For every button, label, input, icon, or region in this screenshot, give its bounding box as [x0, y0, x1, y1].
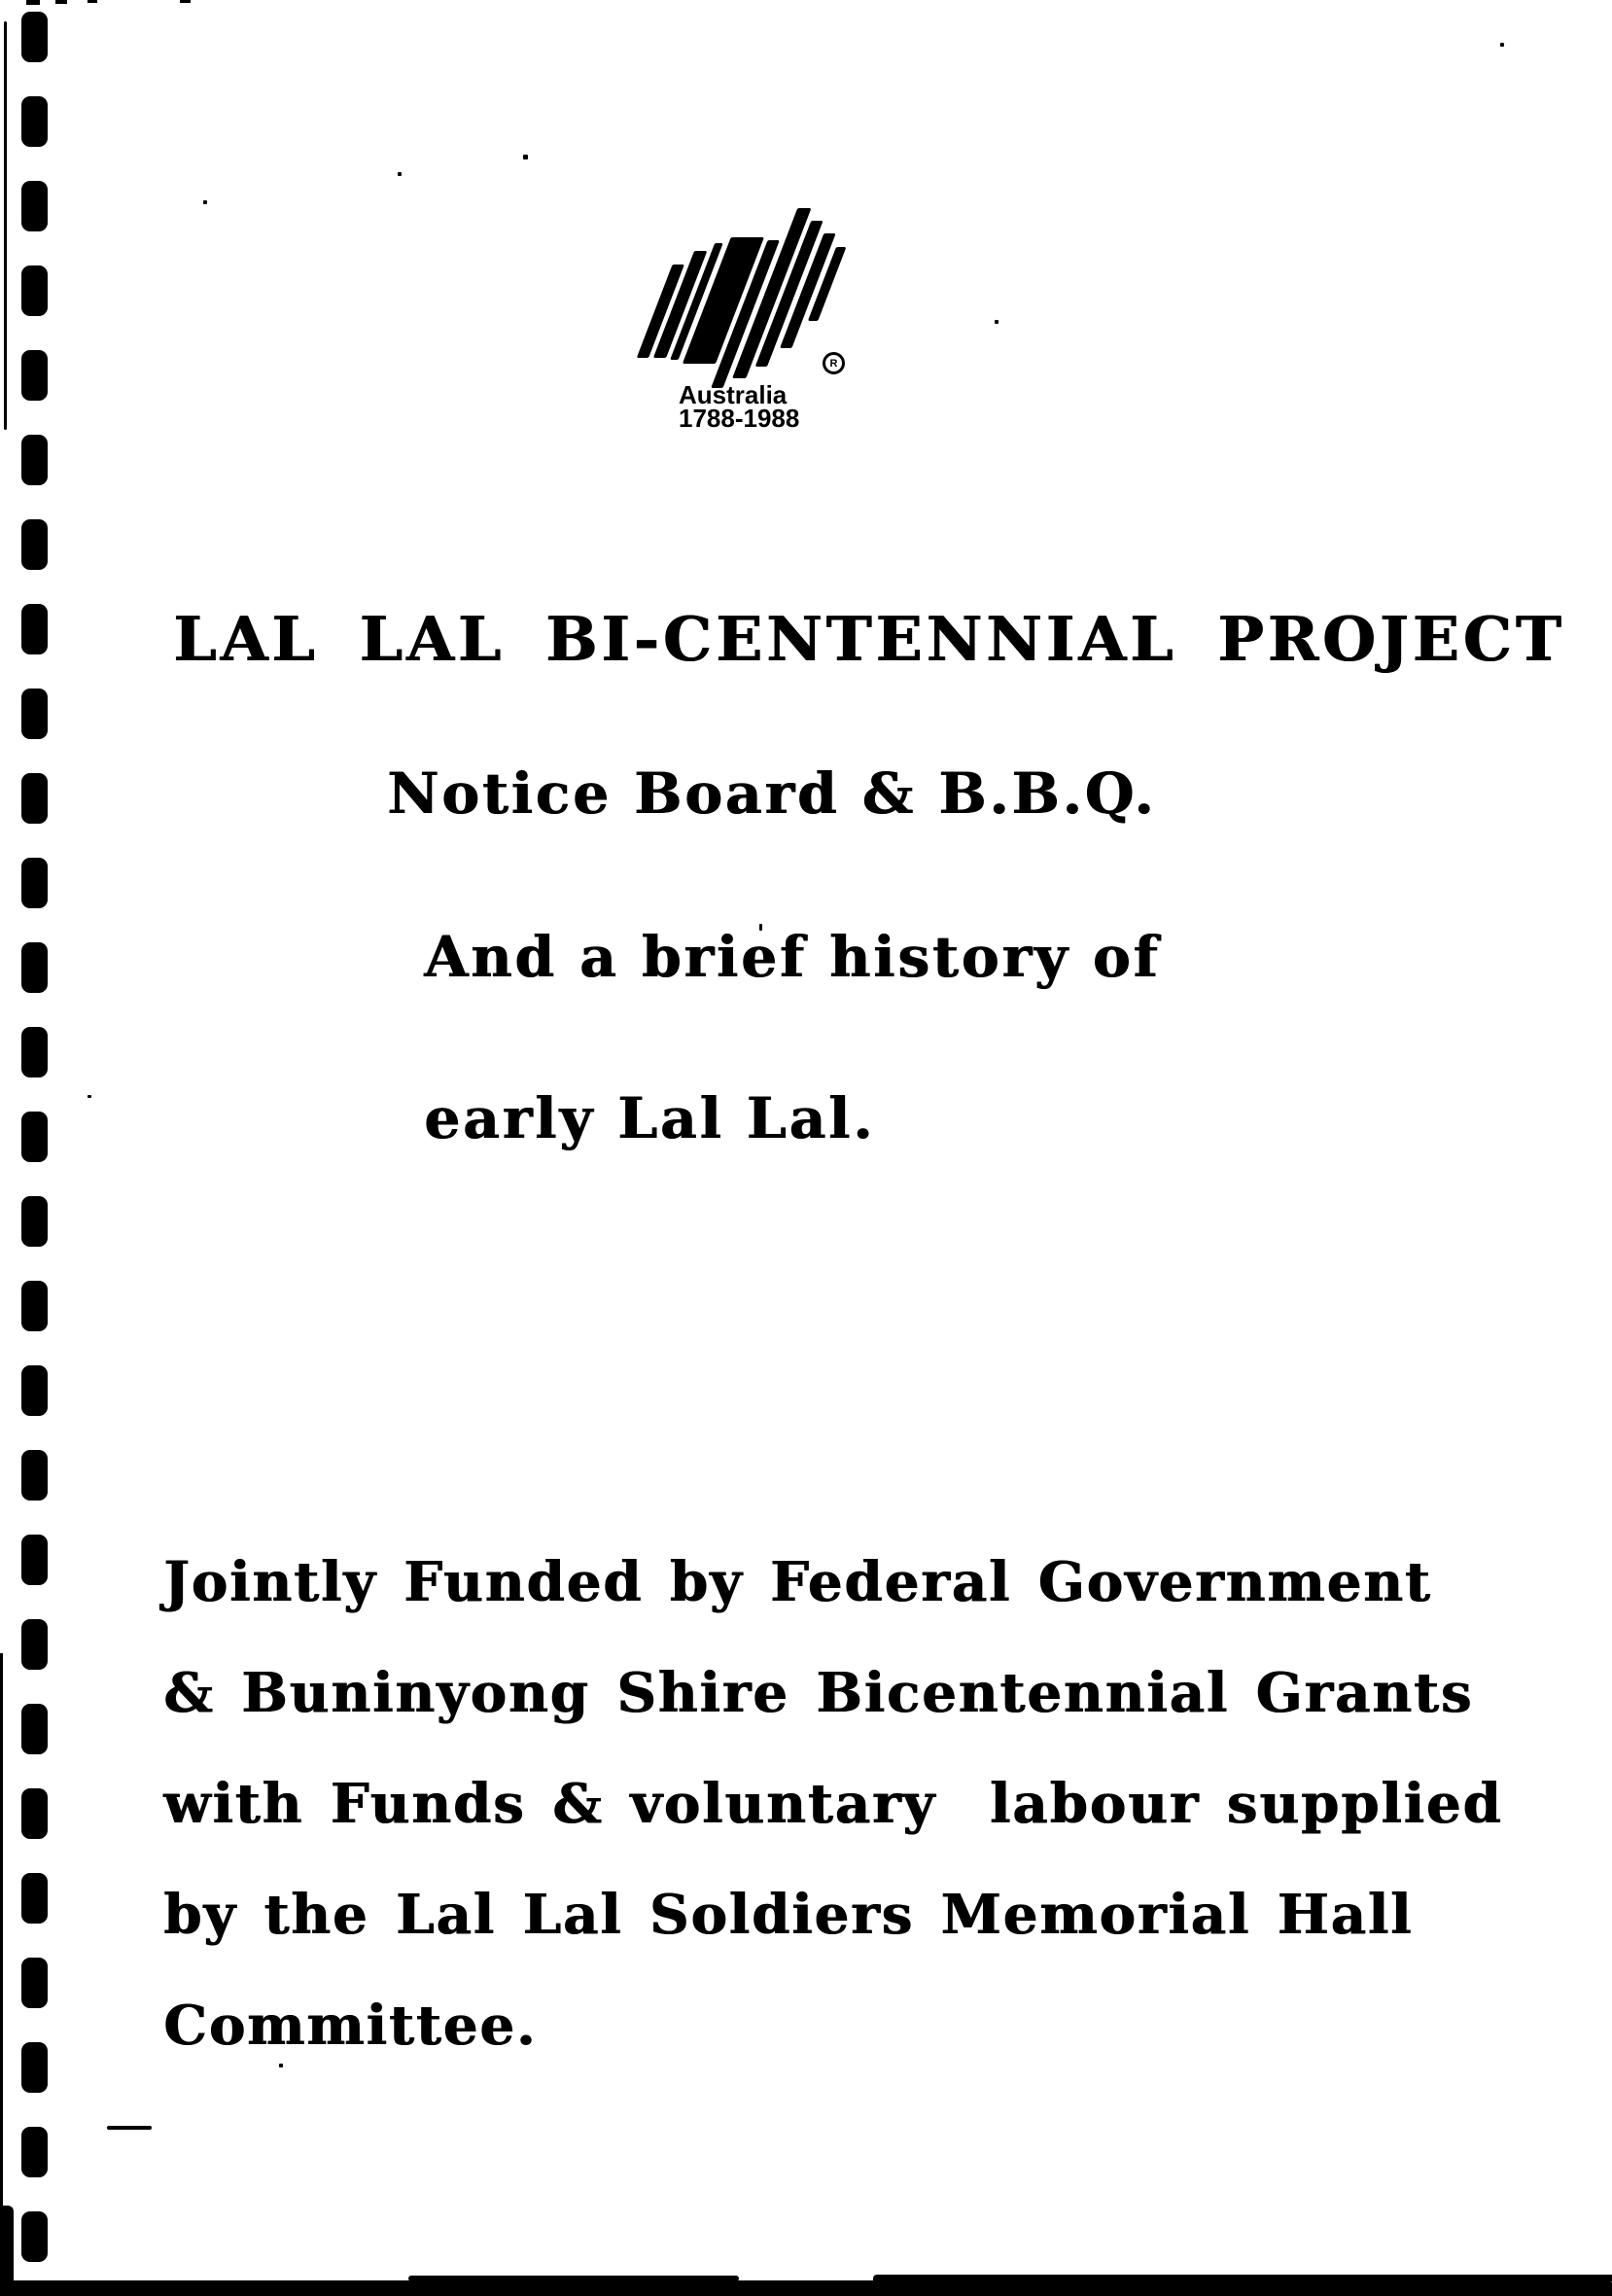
binding-hole [21, 942, 48, 993]
binding-hole [21, 1788, 48, 1839]
binding-hole [21, 773, 48, 824]
funding-line: by the Lal Lal Soldiers Memorial Hall [163, 1883, 1414, 1947]
logo-caption-line1: Australia [679, 380, 788, 409]
funding-line: with Funds & voluntary labour supplied [163, 1772, 1503, 1836]
funding-line: & Buninyong Shire Bicentennial Grants [163, 1661, 1474, 1725]
binding-hole [21, 2042, 48, 2093]
binding-hole [21, 1365, 48, 1416]
scan-speck [88, 0, 97, 3]
scan-speck [523, 155, 528, 159]
spiral-binding-rail [0, 0, 78, 2296]
binding-hole [21, 858, 48, 908]
logo-caption [679, 380, 800, 433]
logo-caption-line2: 1788-1988 [679, 404, 800, 433]
binding-hole [21, 1027, 48, 1077]
binding-hole [21, 1619, 48, 1670]
scan-speck [88, 1095, 91, 1098]
binding-hole [21, 1112, 48, 1162]
scan-speck [995, 320, 999, 324]
page-title: LAL LAL BI-CENTENNIAL PROJECT [173, 603, 1565, 675]
binding-hole [21, 435, 48, 485]
scan-speck [26, 0, 40, 5]
binding-hole [21, 604, 48, 654]
scan-speck [180, 0, 191, 3]
binding-hole [21, 1704, 48, 1754]
binding-hole [21, 181, 48, 231]
scan-speck [203, 200, 207, 204]
scan-bottom-edge [0, 2280, 1612, 2296]
subtitle-brief-history: And a brief history of [424, 924, 1161, 990]
registered-trademark-icon: R [823, 352, 845, 374]
funding-line: Committee. [163, 1994, 538, 2058]
subtitle-early-lal-lal: early Lal Lal. [424, 1085, 876, 1151]
scan-speck [55, 0, 67, 4]
scan-edge-line [4, 21, 7, 430]
binding-hole [21, 1281, 48, 1331]
funding-paragraph [163, 1527, 1502, 2081]
binding-hole [21, 1535, 48, 1585]
funding-line: Jointly Funded by Federal Government [163, 1550, 1432, 1614]
binding-hole [21, 12, 48, 62]
scan-edge-line [0, 1653, 3, 2296]
binding-hole [21, 2211, 48, 2262]
binding-hole [21, 2127, 48, 2177]
binding-hole [21, 1196, 48, 1247]
binding-hole [21, 1958, 48, 2008]
binding-hole [21, 519, 48, 570]
binding-hole [21, 265, 48, 316]
binding-hole [21, 1873, 48, 1924]
binding-hole [21, 1450, 48, 1501]
binding-hole [21, 350, 48, 401]
scan-dash [107, 2126, 152, 2130]
binding-hole [21, 689, 48, 739]
scan-speck [1500, 43, 1504, 47]
scan-speck [398, 172, 402, 176]
binding-hole [21, 96, 48, 147]
subtitle-notice-board: Notice Board & B.B.Q. [387, 760, 1157, 827]
australia-bicentennial-logo [620, 204, 863, 442]
